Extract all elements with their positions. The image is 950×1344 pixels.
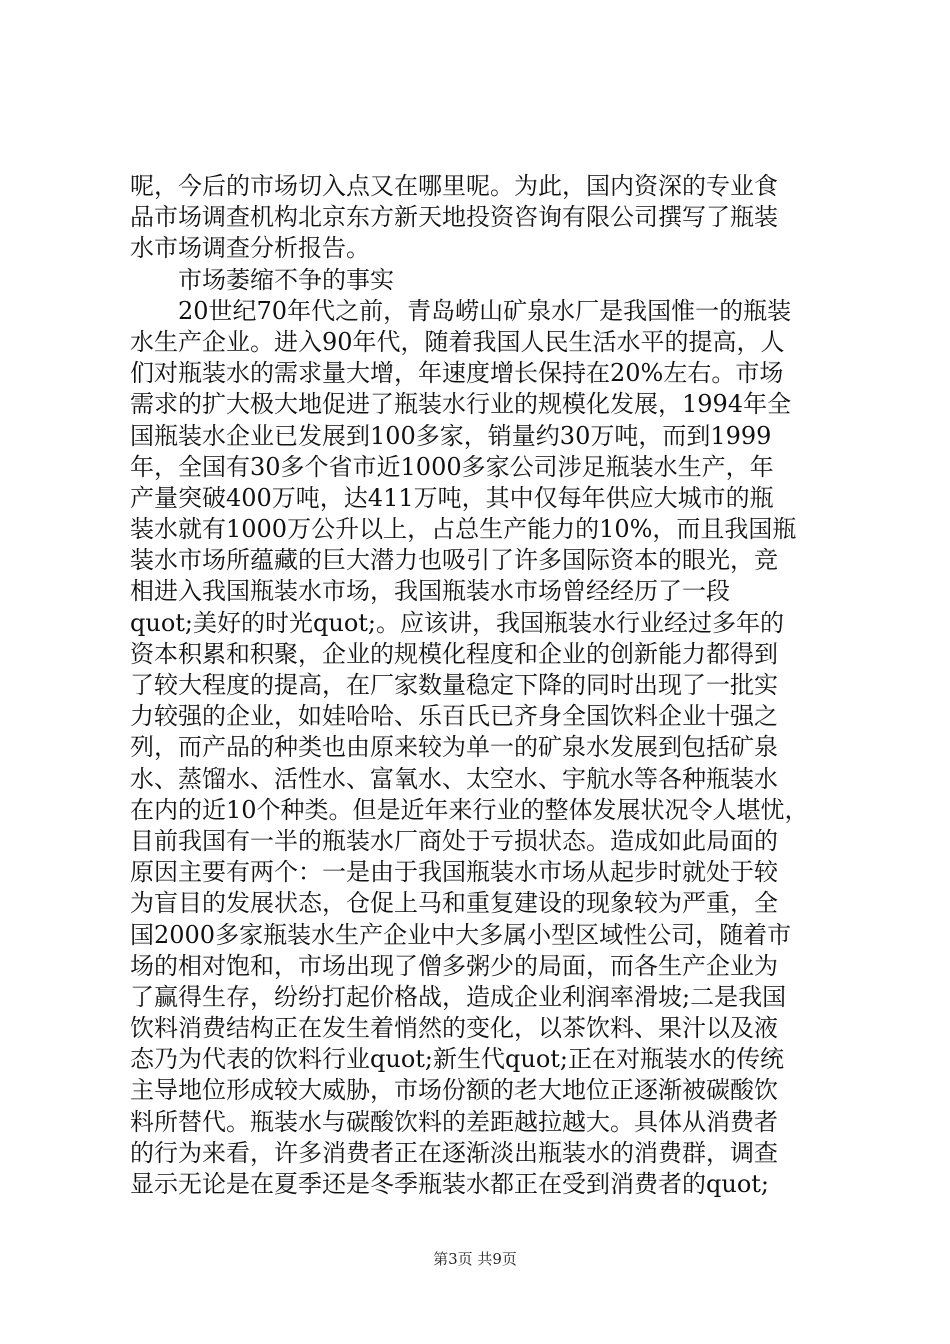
text-line: 力较强的企业，如娃哈哈、乐百氏已齐身全国饮料企业十强之 — [130, 702, 778, 731]
text-line: 的行为来看，许多消费者正在逐渐淡出瓶装水的消费群，调查 — [130, 1138, 778, 1167]
text-line: 水市场调查分析报告。 — [130, 234, 370, 263]
text-line: 显示无论是在夏季还是冬季瓶装水都正在受到消费者的quot; — [130, 1170, 769, 1198]
text-line: 水生产企业。进入90年代，随着我国人民生活水平的提高，人 — [130, 327, 785, 356]
text-line: 需求的扩大极大地促进了瓶装水行业的规模化发展，1994年全 — [130, 390, 792, 419]
text-line: 主导地位形成较大威胁，市场份额的老大地位正逐渐被碳酸饮 — [130, 1076, 778, 1105]
text-line: 场的相对饱和，市场出现了僧多粥少的局面，而各生产企业为 — [130, 951, 778, 980]
text-line: 了较大程度的提高，在厂家数量稳定下降的同时出现了一批实 — [130, 671, 778, 699]
text-line: 呢，今后的市场切入点又在哪里呢。为此，国内资深的专业食 — [130, 172, 778, 200]
text-line: 相进入我国瓶装水市场，我国瓶装水市场曾经经历了一段 — [130, 577, 730, 606]
text-line: 国2000多家瓶装水生产企业中大多属小型区域性公司，随着市 — [130, 920, 792, 949]
page-footer: 第3页 共9页 — [433, 1250, 517, 1268]
text-line: 资本积累和积聚，企业的规模化程度和企业的创新能力都得到 — [130, 639, 778, 668]
text-line: 装水市场所蕴藏的巨大潜力也吸引了许多国际资本的眼光，竞 — [130, 546, 778, 575]
text-line: 市场萎缩不争的事实 — [178, 265, 394, 294]
text-line: 水、蒸馏水、活性水、富氧水、太空水、宇航水等各种瓶装水 — [130, 764, 778, 793]
text-line: 装水就有1000万公升以上，占总生产能力的10%，而且我国瓶 — [130, 515, 797, 544]
text-line: 原因主要有两个：一是由于我国瓶装水市场从起步时就处于较 — [130, 858, 778, 887]
text-line: 态乃为代表的饮料行业quot;新生代quot;正在对瓶装水的传统 — [130, 1045, 784, 1074]
text-line: 饮料消费结构正在发生着悄然的变化，以茶饮料、果汁以及液 — [130, 1014, 778, 1043]
text-line: 年，全国有30多个省市近1000多家公司涉足瓶装水生产，年 — [130, 452, 774, 481]
text-line: quot;美好的时光quot;。应该讲，我国瓶装水行业经过多年的 — [130, 608, 784, 637]
text-line: 列，而产品的种类也由原来较为单一的矿泉水发展到包括矿泉 — [130, 733, 778, 762]
text-line: 料所替代。瓶装水与碳酸饮料的差距越拉越大。具体从消费者 — [130, 1107, 778, 1136]
text-line: 国瓶装水企业已发展到100多家，销量约30万吨，而到1999 — [130, 421, 772, 450]
text-line: 了赢得生存，纷纷打起价格战，造成企业利润率滑坡;二是我国 — [130, 982, 787, 1011]
text-line: 20世纪70年代之前，青岛崂山矿泉水厂是我国惟一的瓶装 — [178, 296, 792, 325]
text-line: 在内的近10个种类。但是近年来行业的整体发展状况令人堪忧， — [130, 795, 809, 824]
text-line: 目前我国有一半的瓶装水厂商处于亏损状态。造成如此局面的 — [130, 826, 778, 855]
body-text — [130, 171, 830, 1200]
text-line: 们对瓶装水的需求量大增，年速度增长保持在20%左右。市场 — [130, 359, 784, 388]
text-line: 品市场调查机构北京东方新天地投资咨询有限公司撰写了瓶装 — [130, 203, 778, 232]
text-line: 为盲目的发展状态，仓促上马和重复建设的现象较为严重，全 — [130, 889, 778, 918]
text-line: 产量突破400万吨，达411万吨，其中仅每年供应大城市的瓶 — [130, 483, 774, 512]
